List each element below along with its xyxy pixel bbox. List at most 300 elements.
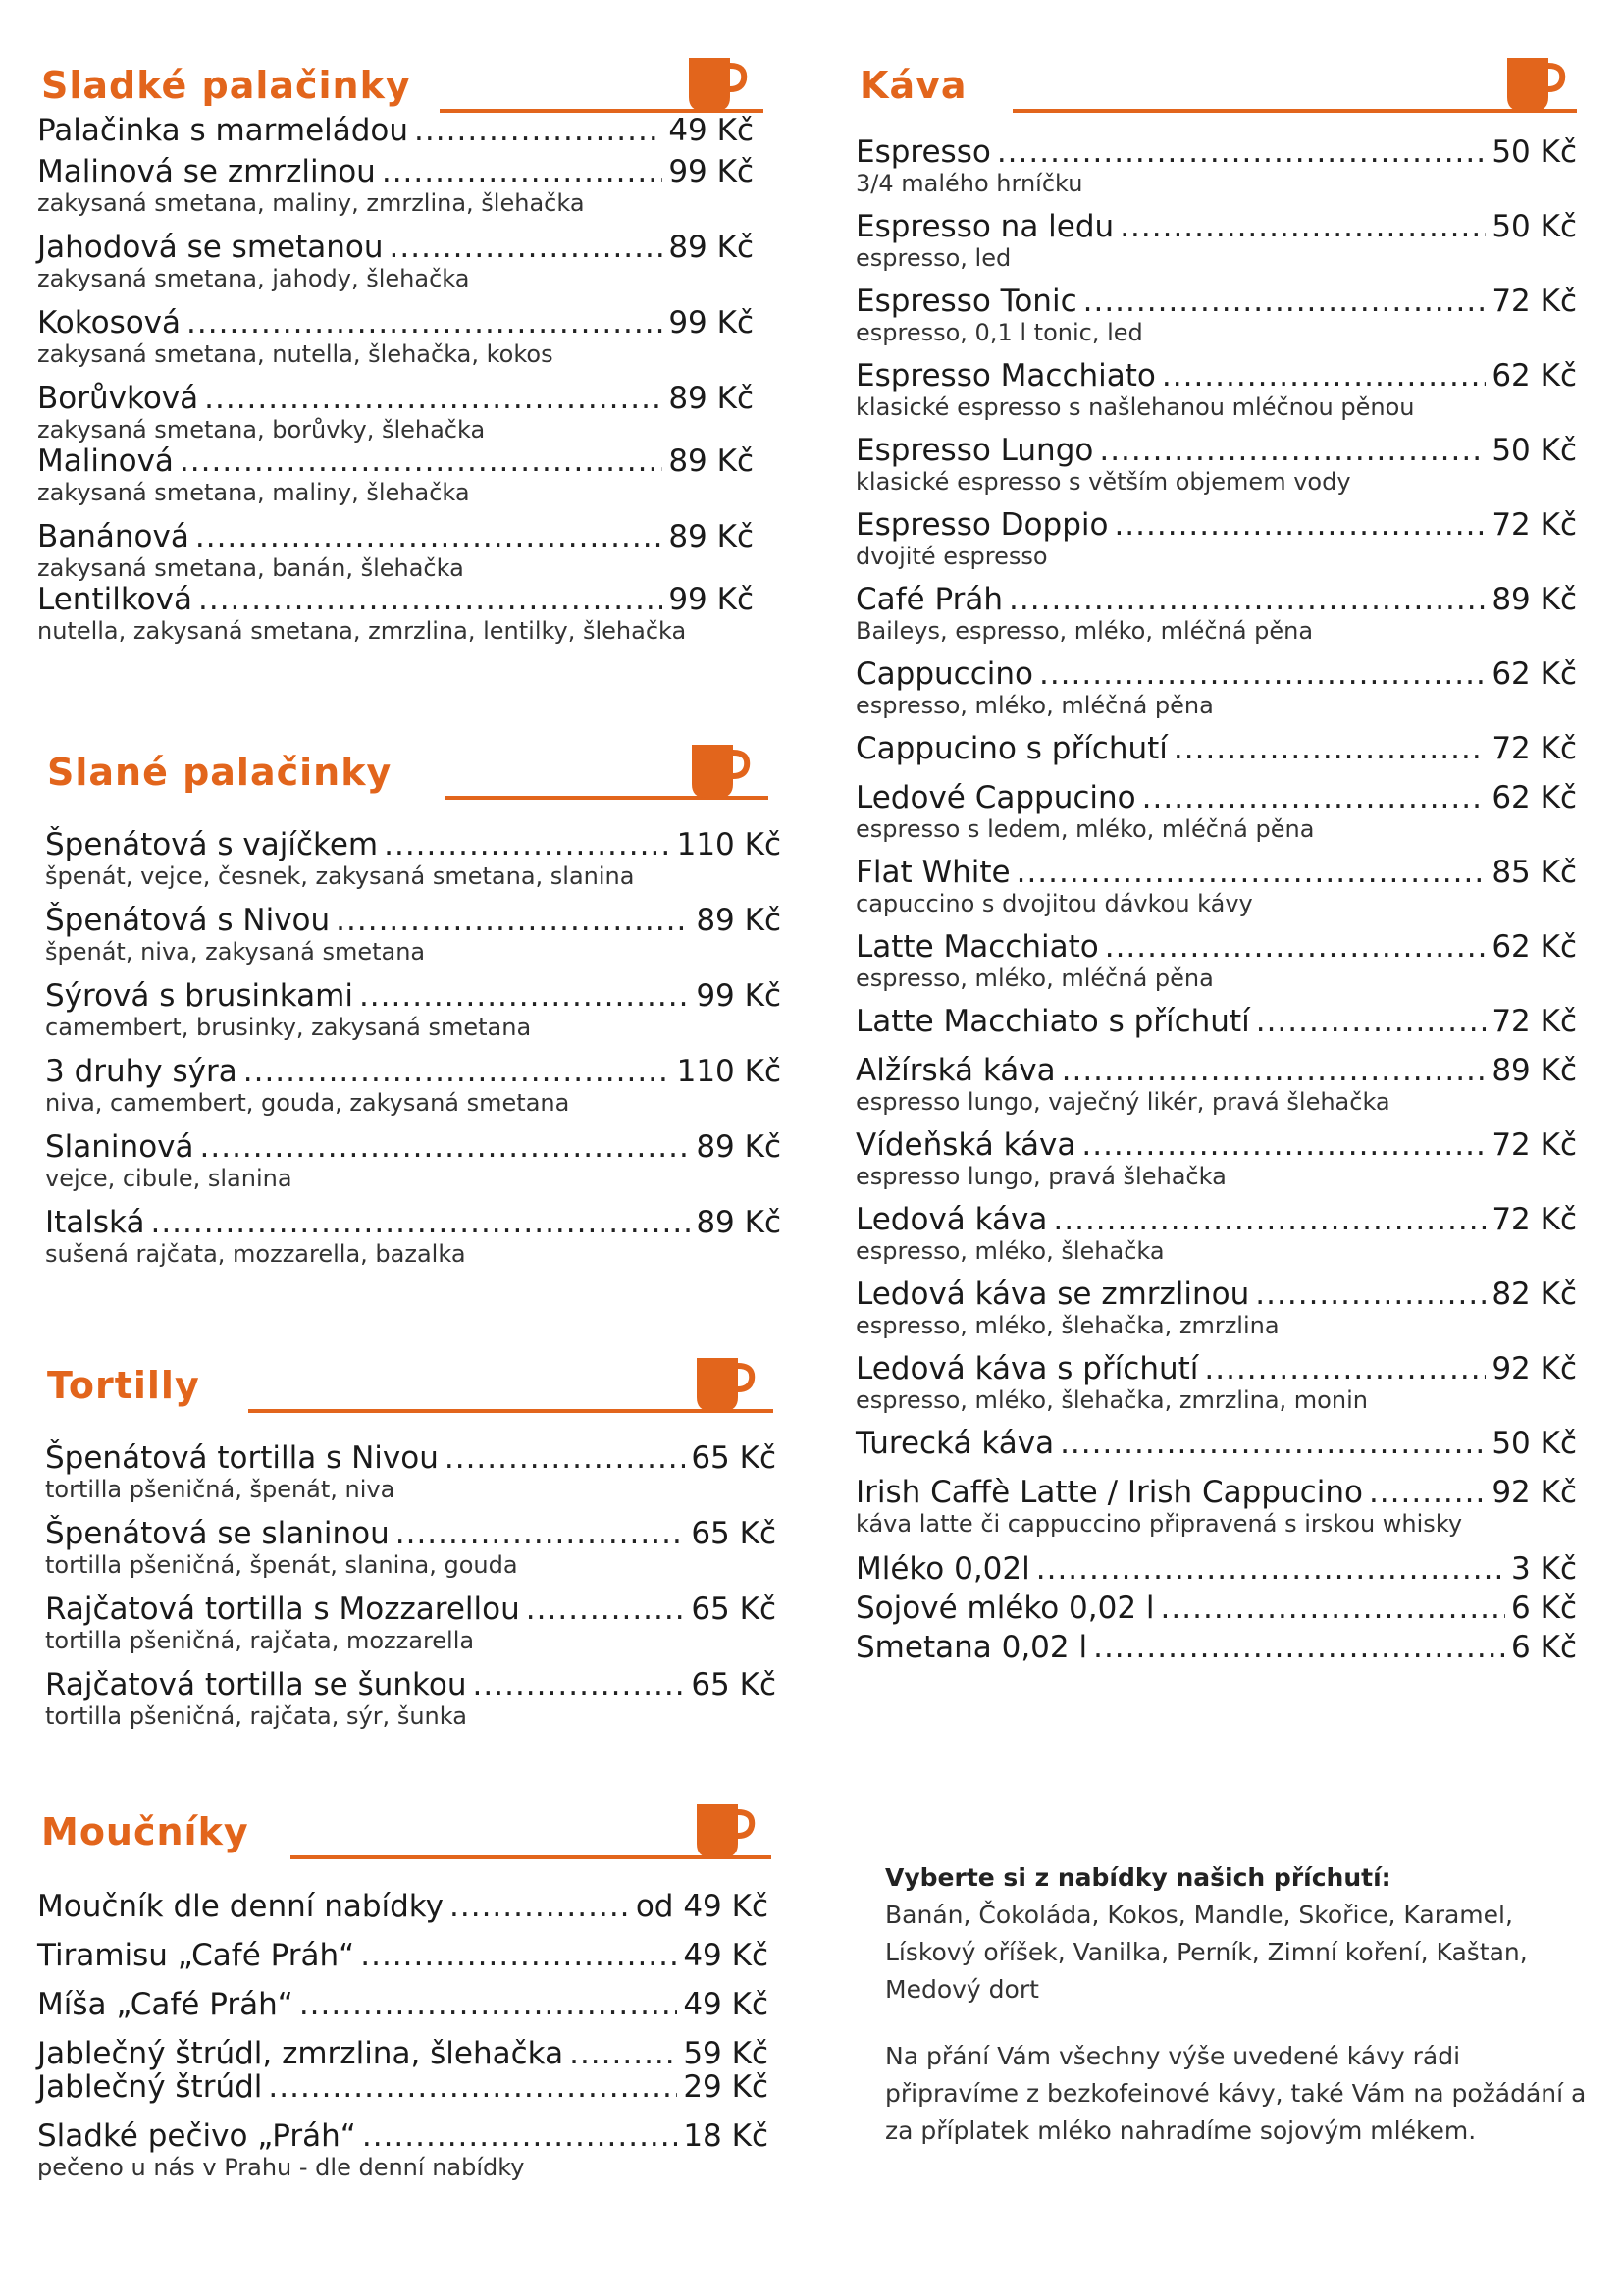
menu-item-name: Espresso na ledu	[856, 209, 1115, 244]
section-desserts	[37, 1791, 768, 2195]
menu-item-name: Café Práh	[856, 582, 1004, 617]
menu-item-row	[856, 358, 1577, 393]
menu-item-row	[856, 1475, 1577, 1510]
menu-item	[856, 1053, 1577, 1116]
menu-item-price: 62 Kč	[1492, 929, 1577, 965]
section-title: Moučníky	[41, 1810, 249, 1853]
menu-item-name: Rajčatová tortilla se šunkou	[45, 1667, 467, 1702]
dot-leader	[1062, 1053, 1487, 1088]
dot-leader	[526, 1592, 686, 1627]
menu-item-row	[45, 1205, 781, 1240]
menu-item-description: káva latte či cappuccino připravená s irskou whisky	[856, 1510, 1463, 1538]
menu-item	[856, 855, 1577, 917]
dot-leader	[1174, 731, 1486, 766]
menu-item-description: espresso, 0,1 l tonic, led	[856, 319, 1143, 346]
dot-leader	[1099, 433, 1486, 468]
menu-item-price: 99 Kč	[668, 305, 754, 340]
menu-item-price: 50 Kč	[1492, 1426, 1577, 1461]
menu-item	[45, 827, 781, 890]
menu-item	[37, 519, 754, 582]
menu-item-price: 50 Kč	[1492, 209, 1577, 244]
menu-item-name: Špenátová s Nivou	[45, 903, 331, 938]
menu-item-description: pečeno u nás v Prahu - dle denní nabídky	[37, 2154, 525, 2181]
menu-item	[45, 1667, 776, 1730]
menu-item	[45, 978, 781, 1041]
menu-item-row	[45, 1667, 776, 1702]
dot-leader	[150, 1205, 690, 1240]
dot-leader	[1039, 656, 1486, 692]
menu-item	[37, 2036, 768, 2071]
menu-item-row	[45, 1516, 776, 1551]
menu-item-name: Rajčatová tortilla s Mozzarellou	[45, 1592, 520, 1627]
menu-item-row	[856, 1053, 1577, 1088]
menu-item-row	[45, 1129, 781, 1165]
dot-leader	[362, 2118, 677, 2154]
dot-leader	[1256, 1004, 1487, 1039]
dot-leader	[1009, 582, 1486, 617]
menu-item	[856, 1475, 1577, 1538]
menu-item-row	[45, 903, 781, 938]
menu-item-price: 65 Kč	[691, 1516, 776, 1551]
menu-item-price: 65 Kč	[691, 1592, 776, 1627]
menu-list	[37, 113, 754, 645]
menu-item-price: 50 Kč	[1492, 433, 1577, 468]
menu-item-row	[856, 731, 1577, 766]
menu-item-price: 89 Kč	[668, 230, 754, 265]
menu-item-price: 89 Kč	[696, 1205, 781, 1240]
dot-leader	[1105, 929, 1487, 965]
menu-item-row	[856, 656, 1577, 692]
menu-item	[856, 1202, 1577, 1265]
menu-item-description: vejce, cibule, slanina	[45, 1165, 292, 1192]
menu-item-price: 72 Kč	[1492, 284, 1577, 319]
menu-item	[37, 2069, 768, 2105]
menu-item	[856, 284, 1577, 346]
menu-item	[856, 1351, 1577, 1414]
dot-leader	[1204, 1351, 1486, 1386]
dot-leader	[195, 519, 662, 554]
dot-leader	[569, 2036, 677, 2071]
menu-item-name: Sladké pečivo „Práh“	[37, 2118, 356, 2154]
menu-item-description: zakysaná smetana, borůvky, šlehačka	[37, 416, 486, 444]
menu-item-name: Jahodová se smetanou	[37, 230, 384, 265]
menu-item	[37, 582, 754, 645]
dot-leader	[200, 1129, 691, 1165]
menu-item-price: 89 Kč	[696, 1129, 781, 1165]
dot-leader	[395, 1516, 686, 1551]
menu-item-description: zakysaná smetana, jahody, šlehačka	[37, 265, 470, 292]
menu-item-name: Tiramisu „Café Práh“	[37, 1938, 355, 1973]
section-salty-pancakes	[37, 731, 781, 1280]
menu-item-price: 89 Kč	[1492, 582, 1577, 617]
menu-item-row	[856, 855, 1577, 890]
menu-item-name: Jablečný štrúdl	[37, 2069, 263, 2105]
menu-item-name: Ledová káva s příchutí	[856, 1351, 1199, 1386]
dot-leader	[473, 1667, 686, 1702]
dot-leader	[1120, 209, 1486, 244]
menu-item-row	[37, 113, 754, 148]
menu-item	[856, 209, 1577, 272]
menu-item-price: 99 Kč	[668, 582, 754, 617]
menu-item-description: Baileys, espresso, mléko, mléčná pěna	[856, 617, 1314, 645]
menu-item	[37, 1938, 768, 1973]
menu-item-price: 6 Kč	[1511, 1591, 1577, 1626]
menu-item	[37, 1987, 768, 2022]
dot-leader	[449, 1889, 630, 1924]
dot-leader	[1161, 1589, 1506, 1628]
extras-list	[856, 1549, 1577, 1667]
menu-item	[45, 903, 781, 965]
menu-item-name: Irish Caffè Latte / Irish Cappucino	[856, 1475, 1363, 1510]
menu-item-description: espresso s ledem, mléko, mléčná pěna	[856, 815, 1315, 843]
menu-item-row	[856, 1351, 1577, 1386]
section-title: Slané palačinky	[47, 751, 393, 794]
menu-item-row	[37, 154, 754, 189]
menu-item	[45, 1592, 776, 1654]
dot-leader	[382, 154, 662, 189]
menu-list	[37, 1889, 768, 2181]
menu-item-price: 89 Kč	[668, 444, 754, 479]
section-sweet-pancakes	[37, 44, 768, 657]
section-header	[37, 44, 768, 113]
menu-item-name: Špenátová s vajíčkem	[45, 827, 379, 862]
menu-item-name: Slaninová	[45, 1129, 194, 1165]
menu-item-price: 72 Kč	[1492, 507, 1577, 543]
menu-item-description: camembert, brusinky, zakysaná smetana	[45, 1014, 532, 1041]
menu-item-row	[37, 519, 754, 554]
menu-item-row	[37, 2036, 768, 2071]
menu-item-name: Malinová se zmrzlinou	[37, 154, 376, 189]
menu-item-name: Lentilková	[37, 582, 192, 617]
dot-leader	[1093, 1628, 1505, 1667]
menu-item-description: klasické espresso s našlehanou mléčnou pěnou	[856, 393, 1415, 421]
menu-item-price: 65 Kč	[691, 1667, 776, 1702]
menu-item	[45, 1129, 781, 1192]
section-header	[37, 1791, 768, 1859]
menu-item	[856, 433, 1577, 496]
menu-item-description: niva, camembert, gouda, zakysaná smetana	[45, 1089, 570, 1117]
menu-item-description: espresso lungo, pravá šlehačka	[856, 1163, 1227, 1190]
menu-item	[37, 1889, 768, 1924]
menu-item-name: Flat White	[856, 855, 1011, 890]
section-rule	[1013, 109, 1577, 113]
menu-item-price: 72 Kč	[1492, 1004, 1577, 1039]
menu-item	[45, 1205, 781, 1268]
menu-item-name: Mléko 0,02l	[856, 1551, 1030, 1587]
dot-leader	[414, 113, 662, 148]
menu-item-description: zakysaná smetana, maliny, šlehačka	[37, 479, 470, 506]
section-header	[37, 1344, 768, 1413]
dot-leader	[360, 1938, 677, 1973]
menu-item-row	[45, 827, 781, 862]
menu-item	[37, 305, 754, 368]
menu-item-price: 29 Kč	[683, 2069, 768, 2105]
menu-item-row	[37, 230, 754, 265]
menu-item-row	[37, 582, 754, 617]
decaf-note: Na přání Vám všechny výše uvedené kávy rádi připravíme z bezkofeinové kávy, také Vám na požádání a za příplatek mléko nahradíme sojovým mlékem.	[885, 2042, 1587, 2145]
menu-item-price: 62 Kč	[1492, 780, 1577, 815]
menu-item-name: Italská	[45, 1205, 145, 1240]
menu-item-row	[856, 929, 1577, 965]
menu-item-row	[37, 1889, 768, 1924]
menu-item	[856, 1628, 1577, 1667]
menu-item-description: espresso, mléko, šlehačka, zmrzlina	[856, 1312, 1280, 1339]
menu-item-price: 49 Kč	[683, 1938, 768, 1973]
menu-item	[37, 444, 754, 506]
menu-item	[856, 582, 1577, 645]
menu-item-name: Turecká káva	[856, 1426, 1055, 1461]
menu-item-price: 72 Kč	[1492, 1127, 1577, 1163]
menu-item-name: Malinová	[37, 444, 174, 479]
menu-item-name: 3 druhy sýra	[45, 1054, 237, 1089]
menu-item-name: Sýrová s brusinkami	[45, 978, 353, 1014]
dot-leader	[390, 230, 663, 265]
menu-item-description: 3/4 malého hrníčku	[856, 170, 1083, 197]
menu-item-name: Palačinka s marmeládou	[37, 113, 409, 148]
coffee-cup-icon	[693, 1352, 758, 1415]
menu-item-row	[856, 1277, 1577, 1312]
menu-item-name: Espresso	[856, 134, 991, 170]
menu-item-row	[856, 1004, 1577, 1039]
menu-item	[856, 358, 1577, 421]
menu-item	[37, 154, 754, 217]
menu-item-row	[37, 2118, 768, 2154]
menu-item-description: espresso, mléko, šlehačka	[856, 1237, 1165, 1265]
menu-item-row	[37, 1938, 768, 1973]
section-title: Sladké palačinky	[41, 64, 411, 107]
menu-item-description: zakysaná smetana, nutella, šlehačka, kokos	[37, 340, 553, 368]
dot-leader	[384, 827, 670, 862]
menu-item-description: tortilla pšeničná, špenát, slanina, gouda	[45, 1551, 518, 1579]
menu-item	[45, 1440, 776, 1503]
menu-item-name: Alžírská káva	[856, 1053, 1056, 1088]
menu-item-name: Míša „Café Práh“	[37, 1987, 293, 2022]
menu-item-name: Smetana 0,02 l	[856, 1630, 1088, 1665]
menu-item-row	[45, 1054, 781, 1089]
menu-item-row	[856, 1628, 1577, 1667]
menu-item-price: 3 Kč	[1511, 1551, 1577, 1587]
dot-leader	[1017, 855, 1487, 890]
menu-item-price: 110 Kč	[676, 1054, 781, 1089]
menu-item-price: 49 Kč	[668, 113, 754, 148]
menu-item-name: Cappuccino	[856, 656, 1033, 692]
flavors-heading: Vyberte si z nabídky našich příchutí:	[885, 1863, 1391, 1892]
section-title: Tortilly	[47, 1364, 200, 1407]
menu-item-description: espresso, mléko, šlehačka, zmrzlina, monin	[856, 1386, 1368, 1414]
menu-item	[856, 656, 1577, 719]
menu-item-description: espresso, led	[856, 244, 1012, 272]
menu-item-row	[45, 978, 781, 1014]
menu-item-price: 99 Kč	[668, 154, 754, 189]
menu-item-row	[856, 1426, 1577, 1461]
flavors-list: Banán, Čokoláda, Kokos, Mandle, Skořice, Karamel, Lískový oříšek, Vanilka, Perník, Zimní koření, Kaštan, Medový dort	[885, 1901, 1528, 2004]
menu-list	[45, 1440, 776, 1730]
menu-item-price: 6 Kč	[1511, 1630, 1577, 1665]
menu-item-price: 62 Kč	[1492, 358, 1577, 393]
dot-leader	[243, 1054, 671, 1089]
menu-item-description: tortilla pšeničná, rajčata, mozzarella	[45, 1627, 475, 1654]
menu-item-name: Ledová káva se zmrzlinou	[856, 1277, 1250, 1312]
menu-item-name: Espresso Tonic	[856, 284, 1077, 319]
section-header	[856, 44, 1577, 113]
dot-leader	[1036, 1549, 1505, 1589]
menu-item-description: espresso lungo, vaječný likér, pravá šlehačka	[856, 1088, 1390, 1116]
menu-item-description: špenát, niva, zakysaná smetana	[45, 938, 426, 965]
menu-item-description: zakysaná smetana, maliny, zmrzlina, šlehačka	[37, 189, 585, 217]
menu-item-row	[856, 134, 1577, 170]
menu-item-name: Banánová	[37, 519, 189, 554]
dot-leader	[1255, 1277, 1486, 1312]
menu-item-description: klasické espresso s větším objemem vody	[856, 468, 1351, 496]
menu-item-name: Espresso Lungo	[856, 433, 1094, 468]
menu-item-description: tortilla pšeničná, rajčata, sýr, šunka	[45, 1702, 467, 1730]
menu-item-row	[37, 381, 754, 416]
menu-item	[856, 1589, 1577, 1628]
menu-item-price: 89 Kč	[668, 519, 754, 554]
menu-item-price: 92 Kč	[1492, 1351, 1577, 1386]
menu-item-row	[856, 1589, 1577, 1628]
menu-item-row	[856, 209, 1577, 244]
menu-item-description: capuccino s dvojitou dávkou kávy	[856, 890, 1253, 917]
menu-item	[37, 113, 754, 148]
menu-item-price: 99 Kč	[696, 978, 781, 1014]
dot-leader	[336, 903, 690, 938]
menu-item	[856, 1004, 1577, 1039]
dot-leader	[1142, 780, 1487, 815]
menu-item-price: 89 Kč	[696, 903, 781, 938]
menu-item-name: Moučník dle denní nabídky	[37, 1889, 445, 1924]
menu-item	[45, 1054, 781, 1117]
dot-leader	[1114, 507, 1486, 543]
menu-item-name: Cappucino s příchutí	[856, 731, 1168, 766]
menu-item-price: 89 Kč	[1492, 1053, 1577, 1088]
dot-leader	[1162, 358, 1486, 393]
dot-leader	[1060, 1426, 1486, 1461]
menu-item-price: 50 Kč	[1492, 134, 1577, 170]
notes	[885, 1859, 1592, 2164]
menu-item-price: 65 Kč	[691, 1440, 776, 1476]
dot-leader	[445, 1440, 685, 1476]
menu-item-description: tortilla pšeničná, špenát, niva	[45, 1476, 395, 1503]
menu-item-description: espresso, mléko, mléčná pěna	[856, 965, 1214, 992]
menu-item-row	[45, 1440, 776, 1476]
coffee-cup-icon	[685, 52, 750, 115]
menu-item-price: 72 Kč	[1492, 1202, 1577, 1237]
menu-item-row	[856, 1549, 1577, 1589]
menu-item-name: Espresso Macchiato	[856, 358, 1156, 393]
dot-leader	[180, 444, 662, 479]
menu-item-name: Špenátová se slaninou	[45, 1516, 390, 1551]
menu-item-description: dvojité espresso	[856, 543, 1048, 570]
menu-list	[45, 827, 781, 1268]
menu-item-row	[856, 507, 1577, 543]
dot-leader	[299, 1987, 678, 2022]
dot-leader	[997, 134, 1486, 170]
menu-item-price: 59 Kč	[683, 2036, 768, 2071]
menu-item	[37, 230, 754, 292]
menu-item-name: Ledové Cappucino	[856, 780, 1136, 815]
menu-item-description: sušená rajčata, mozzarella, bazalka	[45, 1240, 466, 1268]
menu-item-price: 49 Kč	[683, 1987, 768, 2022]
menu-item	[856, 929, 1577, 992]
menu-item	[856, 1127, 1577, 1190]
menu-item-name: Vídeňská káva	[856, 1127, 1076, 1163]
menu-item-name: Espresso Doppio	[856, 507, 1109, 543]
coffee-cup-icon	[693, 1799, 758, 1861]
dot-leader	[1369, 1475, 1486, 1510]
menu-item-row	[856, 780, 1577, 815]
menu-item-row	[856, 582, 1577, 617]
menu-item-description: špenát, vejce, česnek, zakysaná smetana, slanina	[45, 862, 635, 890]
menu-item-row	[856, 433, 1577, 468]
menu-item-price: 92 Kč	[1492, 1475, 1577, 1510]
dot-leader	[268, 2069, 677, 2105]
menu-item	[856, 780, 1577, 843]
menu-item-price: 89 Kč	[668, 381, 754, 416]
menu-item	[856, 1426, 1577, 1461]
coffee-cup-icon	[1503, 52, 1568, 115]
menu-item-row	[37, 2069, 768, 2105]
section-coffee	[856, 44, 1577, 1667]
dot-leader	[1053, 1202, 1486, 1237]
dot-leader	[359, 978, 690, 1014]
menu-item-price: 110 Kč	[676, 827, 781, 862]
menu-item-row	[856, 1202, 1577, 1237]
menu-item-price: 72 Kč	[1492, 731, 1577, 766]
menu-item-name: Borůvková	[37, 381, 199, 416]
menu-item-name: Jablečný štrúdl, zmrzlina, šlehačka	[37, 2036, 564, 2071]
dot-leader	[1081, 1127, 1486, 1163]
menu-item-price: 18 Kč	[683, 2118, 768, 2154]
menu-item	[856, 507, 1577, 570]
menu-item-price: 85 Kč	[1492, 855, 1577, 890]
section-header	[37, 731, 768, 800]
menu-item	[856, 1277, 1577, 1339]
menu-item-description: nutella, zakysaná smetana, zmrzlina, lentilky, šlehačka	[37, 617, 687, 645]
menu-item	[37, 381, 754, 444]
section-title: Káva	[860, 64, 968, 107]
menu-item-row	[856, 284, 1577, 319]
menu-item-description: espresso, mléko, mléčná pěna	[856, 692, 1214, 719]
menu-item	[856, 134, 1577, 197]
dot-leader	[204, 381, 662, 416]
menu-item-row	[856, 1127, 1577, 1163]
menu-item-row	[37, 444, 754, 479]
menu-item-price: 82 Kč	[1492, 1277, 1577, 1312]
menu-item-row	[37, 305, 754, 340]
menu-item	[45, 1516, 776, 1579]
dot-leader	[1083, 284, 1487, 319]
menu-item-name: Sojové mléko 0,02 l	[856, 1591, 1155, 1626]
menu-item-name: Špenátová tortilla s Nivou	[45, 1440, 439, 1476]
menu-item	[856, 1549, 1577, 1589]
menu-item-name: Ledová káva	[856, 1202, 1048, 1237]
menu-list	[856, 134, 1577, 1538]
menu-item	[856, 731, 1577, 766]
menu-item-name: Latte Macchiato s příchutí	[856, 1004, 1250, 1039]
menu-item	[37, 2118, 768, 2181]
menu-item-description: zakysaná smetana, banán, šlehačka	[37, 554, 464, 582]
menu-item-name: Kokosová	[37, 305, 182, 340]
section-tortillas	[37, 1344, 776, 1743]
menu-item-price: 62 Kč	[1492, 656, 1577, 692]
menu-item-row	[45, 1592, 776, 1627]
menu-item-name: Latte Macchiato	[856, 929, 1099, 965]
menu-item-row	[37, 1987, 768, 2022]
coffee-cup-icon	[688, 739, 753, 802]
menu-item-price: od 49 Kč	[635, 1889, 768, 1924]
dot-leader	[186, 305, 662, 340]
